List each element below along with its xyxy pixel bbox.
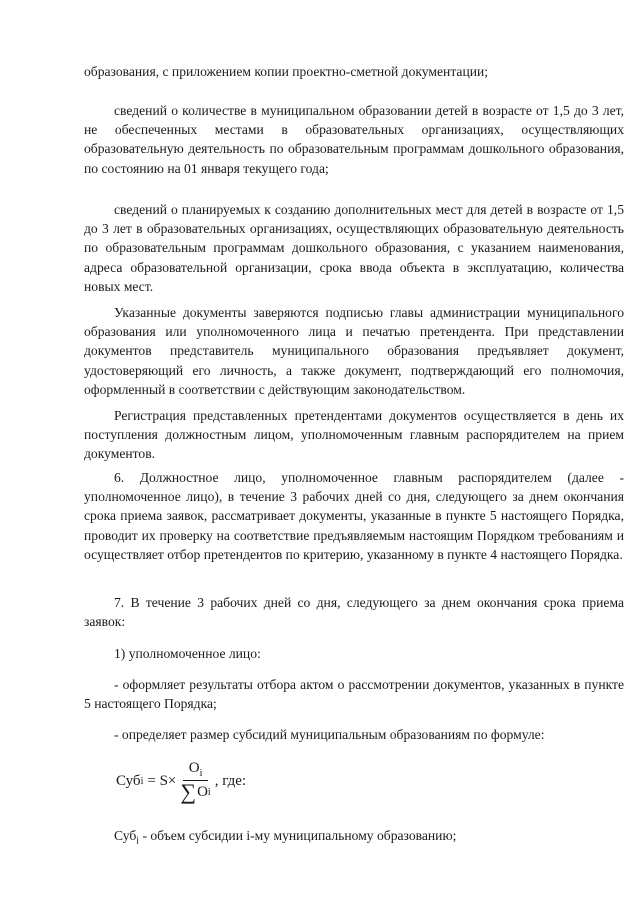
paragraph-8: 1) уполномоченное лицо: bbox=[114, 646, 261, 661]
formula-equals: = S× bbox=[147, 772, 177, 789]
paragraph-1: образования, с приложением копии проектно-сметной документации; bbox=[84, 64, 489, 79]
paragraph-6: 6. Должностное лицо, уполномоченное главным распорядителем (далее - уполномоченное лицо), в течение 3 рабочих дней со дня, следующего за днем окончания срока приема заявок, рассматривает документы, указанные в пункте 5 настоящего Порядка, проводит их проверку на соответствие предъявляемым настоящим Порядком требованиям и осуществляет отбор претендентов по критерию, указанному в пункте 4 настоящего Порядка. bbox=[84, 470, 624, 562]
formula-denominator: ∑ O i bbox=[180, 779, 211, 804]
definition-index: i bbox=[136, 835, 140, 847]
sum-symbol: ∑ bbox=[180, 779, 197, 804]
paragraph-4: Указанные документы заверяются подписью главы администрации муниципального образования или уполномоченного лица и печатью претендента. При представлении документов представитель муниципального образования предъявляет документ, удостоверяющий его личность, а также документ, подтверждающий его полномочия, оформленный в соответствии с действующим законодательством. bbox=[84, 305, 624, 397]
subsidy-formula bbox=[116, 760, 246, 802]
paragraph-9: - оформляет результаты отбора актом о рассмотрении документов, указанных в пункте 5 настоящего Порядка; bbox=[84, 677, 624, 712]
paragraph-10: - определяет размер субсидий муниципальным образованиям по формуле: bbox=[114, 727, 545, 742]
formula-fraction bbox=[180, 760, 210, 802]
formula-tail: , где: bbox=[214, 772, 247, 789]
paragraph-5: Регистрация представленных претендентами документов осуществляется в день их поступления должностным лицом, уполномоченным главным распорядителем на прием документов. bbox=[84, 408, 624, 462]
definition-text: - объем субсидии i-му муниципальному образованию; bbox=[139, 828, 457, 843]
definition-line bbox=[84, 826, 624, 851]
formula-lhs-index: i bbox=[140, 775, 144, 787]
paragraph-3: сведений о планируемых к созданию дополнительных мест для детей в возрасте от 1,5 до 3 лет в образовательных организациях, осуществляющих образовательную деятельность по образовательным программам дошкольного образования, с указанием наименования, адреса образовательной организации, срока ввода объекта в эксплуатацию, количества новых мест. bbox=[84, 202, 624, 294]
paragraph-7: 7. В течение 3 рабочих дней со дня, следующего за днем окончания срока приема заявок: bbox=[84, 595, 624, 630]
definition-symbol: Суб bbox=[114, 828, 137, 843]
paragraph-2: сведений о количестве в муниципальном образовании детей в возрасте от 1,5 до 3 лет, не обеспеченных местами в образовательных организациях, осуществляющих образовательную деятельность по образовательным программам дошкольного образования, по состоянию на 01 января текущего года; bbox=[84, 103, 624, 176]
formula-lhs: Суб bbox=[116, 772, 141, 789]
formula-numerator: $O_i$ bbox=[183, 760, 209, 781]
